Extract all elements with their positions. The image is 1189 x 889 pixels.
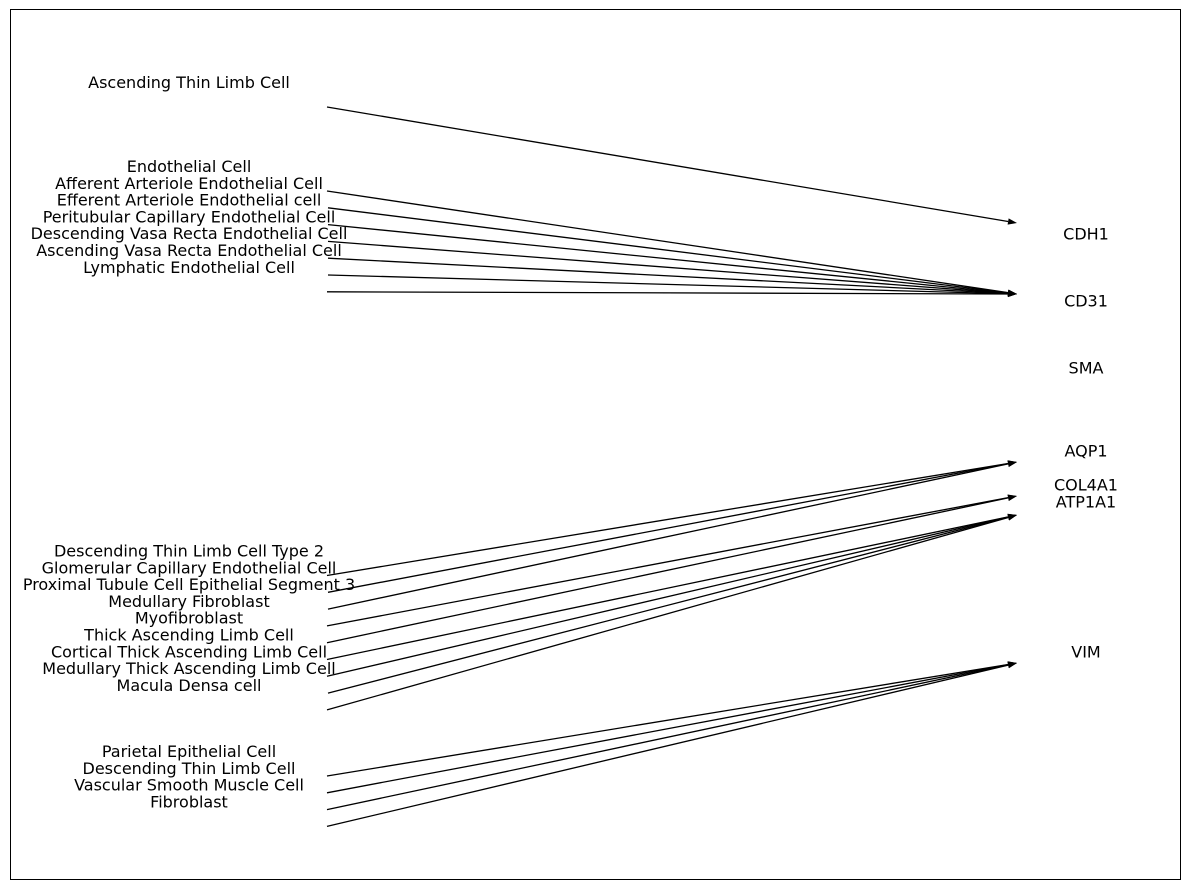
edge-line-lymphatic-endothelial-cell-to-cd31 bbox=[327, 292, 1008, 294]
marker-label-vim: VIM bbox=[1071, 642, 1101, 662]
cell-type-label-thick-ascending-limb-cell: Thick Ascending Limb Cell bbox=[84, 625, 294, 645]
cell-type-label-descending-thin-limb-cell-type-2: Descending Thin Limb Cell Type 2 bbox=[53, 541, 325, 561]
cell-type-label-fibroblast: Fibroblast bbox=[150, 792, 228, 812]
arrowhead-ascending-thin-limb-cell-to-cdh1 bbox=[1008, 218, 1017, 224]
edge-line-afferent-arteriole-endothelial-cell-to-cd31 bbox=[328, 208, 1008, 293]
edge-line-glomerular-capillary-endothelial-cell-to-aqp1 bbox=[328, 464, 1008, 593]
cell-type-label-vascular-smooth-muscle-cell: Vascular Smooth Muscle Cell bbox=[74, 775, 304, 795]
cell-type-label-ascending-vasa-recta-endothelial-cell: Ascending Vasa Recta Endothelial Cell bbox=[36, 241, 342, 260]
cell-type-label-endothelial-cell: Endothelial Cell bbox=[126, 157, 252, 176]
cell-type-label-afferent-arteriole-endothelial-cell: Afferent Arteriole Endothelial Cell bbox=[55, 173, 323, 193]
marker-label-cd31: CD31 bbox=[1064, 291, 1108, 311]
marker-label-atp1a1: ATP1A1 bbox=[1055, 492, 1117, 512]
cell-type-label-efferent-arteriole-endothelial-cell: Efferent Arteriole Endothelial cell bbox=[56, 190, 322, 210]
cell-type-label-descending-vasa-recta-endothelial-cell: Descending Vasa Recta Endothelial Cell bbox=[30, 224, 348, 244]
cell-type-label-myofibroblast: Myofibroblast bbox=[134, 608, 244, 628]
cell-type-label-medullary-fibroblast: Medullary Fibroblast bbox=[108, 591, 270, 611]
edge-line-ascending-thin-limb-cell-to-cdh1 bbox=[327, 107, 1008, 222]
cell-type-label-macula-densa-cell: Macula Densa cell bbox=[116, 675, 262, 695]
cell-type-label-glomerular-capillary-endothelial-cell: Glomerular Capillary Endothelial Cell bbox=[41, 558, 337, 578]
edge-line-fibroblast-to-vim bbox=[327, 665, 1008, 826]
cell-type-label-ascending-thin-limb-cell: Ascending Thin Limb Cell bbox=[88, 73, 290, 92]
cell-type-labels bbox=[23, 73, 355, 811]
cell-type-label-parietal-epithelial-cell: Parietal Epithelial Cell bbox=[101, 742, 277, 761]
edge-line-thick-ascending-limb-cell-to-atp1a1 bbox=[327, 517, 1008, 660]
edge-line-descending-vasa-recta-endothelial-cell-to-cd31 bbox=[328, 258, 1008, 293]
cell-type-label-proximal-tubule-cell-epithelial-segment-3: Proximal Tubule Cell Epithelial Segment 3 bbox=[22, 575, 356, 595]
edge-line-descending-thin-limb-cell-to-vim bbox=[327, 665, 1008, 793]
edge-line-medullary-fibroblast-to-col4a1 bbox=[327, 498, 1008, 626]
cell-type-label-cortical-thick-ascending-limb-cell: Cortical Thick Ascending Limb Cell bbox=[50, 642, 328, 662]
edge-line-proximal-tubule-cell-epithelial-segment-3-to-aqp1 bbox=[328, 464, 1008, 609]
arrowhead-myofibroblast-to-col4a1 bbox=[1008, 495, 1017, 501]
cell-type-label-lymphatic-endothelial-cell: Lymphatic Endothelial Cell bbox=[83, 257, 295, 277]
marker-label-col4a1: COL4A1 bbox=[1054, 475, 1118, 495]
cell-type-label-descending-thin-limb-cell: Descending Thin Limb Cell bbox=[82, 758, 296, 778]
marker-label-cdh1: CDH1 bbox=[1063, 224, 1109, 244]
edge-line-peritubular-capillary-endothelial-cell-to-cd31 bbox=[328, 241, 1008, 293]
edge-line-cortical-thick-ascending-limb-cell-to-atp1a1 bbox=[327, 517, 1008, 676]
marker-label-sma: SMA bbox=[1068, 358, 1104, 378]
cell-type-label-peritubular-capillary-endothelial-cell: Peritubular Capillary Endothelial Cell bbox=[42, 207, 336, 227]
edge-line-vascular-smooth-muscle-cell-to-vim bbox=[327, 665, 1008, 810]
arrowhead-fibroblast-to-vim bbox=[1008, 662, 1017, 668]
arrowhead-proximal-tubule-cell-epithelial-segment-3-to-aqp1 bbox=[1008, 461, 1017, 467]
edge-group bbox=[327, 107, 1017, 826]
cell-type-label-medullary-thick-ascending-limb-cell: Medullary Thick Ascending Limb Cell bbox=[42, 659, 336, 679]
marker-labels bbox=[1054, 225, 1118, 662]
edge-line-medullary-thick-ascending-limb-cell-to-atp1a1 bbox=[328, 517, 1008, 693]
edge-line-efferent-arteriole-endothelial-cell-to-cd31 bbox=[328, 225, 1008, 293]
marker-label-aqp1: AQP1 bbox=[1064, 441, 1108, 461]
